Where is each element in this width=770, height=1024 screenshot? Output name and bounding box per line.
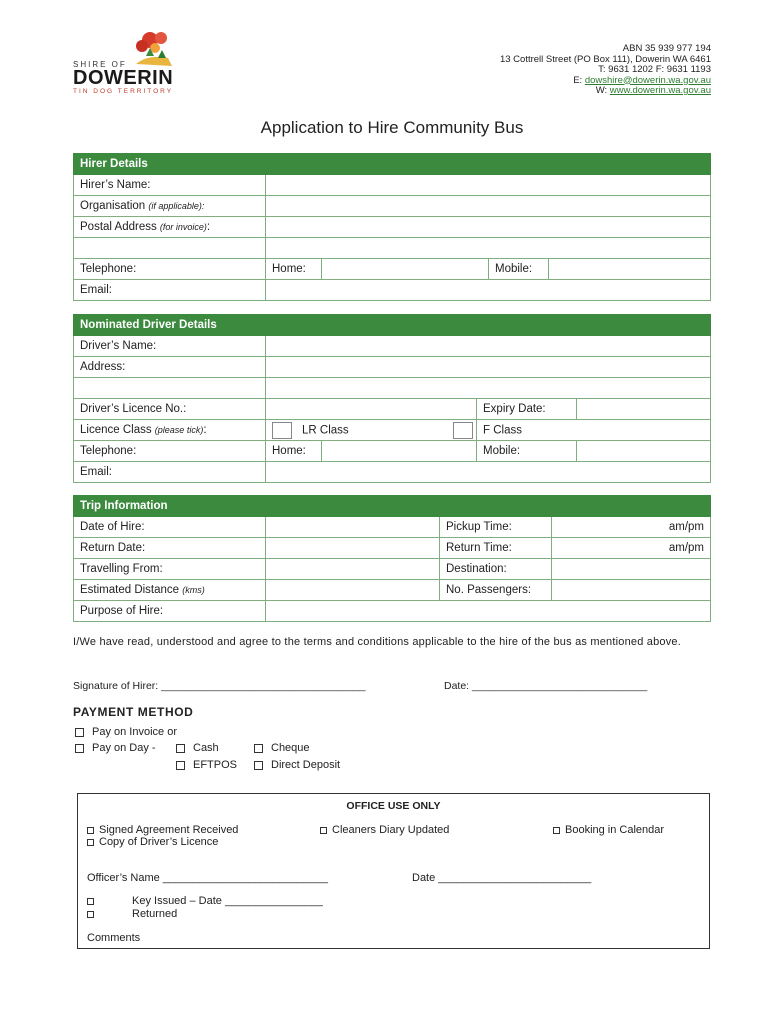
cheque-checkbox[interactable] bbox=[254, 744, 263, 753]
booking-checkbox[interactable] bbox=[553, 827, 560, 834]
pickup-field[interactable]: am/pm bbox=[552, 517, 711, 538]
email-label: E: bbox=[573, 74, 585, 86]
hirer-mobile-field[interactable] bbox=[549, 259, 711, 280]
trip-info-table bbox=[73, 495, 711, 622]
pay-day-checkbox[interactable] bbox=[75, 744, 84, 753]
hirer-name-label: Hirer’s Name: bbox=[74, 175, 266, 196]
return-time-label: Return Time: bbox=[440, 538, 552, 559]
driver-name-label: Driver’s Name: bbox=[74, 336, 266, 357]
org-label-cell bbox=[74, 196, 266, 217]
distance-label-cell bbox=[74, 580, 266, 601]
purpose-field[interactable] bbox=[266, 601, 711, 622]
cash-label: Cash bbox=[193, 742, 219, 754]
pickup-label: Pickup Time: bbox=[440, 517, 552, 538]
returned-checkbox[interactable] bbox=[87, 911, 94, 918]
hirer-heading: Hirer Details bbox=[74, 154, 266, 175]
cleaners-label: Cleaners Diary Updated bbox=[332, 824, 450, 836]
logo-shire-label: SHIRE OF bbox=[73, 60, 127, 69]
distance-label: Estimated Distance bbox=[80, 584, 183, 596]
return-date-field[interactable] bbox=[266, 538, 440, 559]
hirer-email-field[interactable] bbox=[266, 280, 711, 301]
deposit-checkbox[interactable] bbox=[254, 761, 263, 770]
destination-field[interactable] bbox=[552, 559, 711, 580]
licence-class-label: Licence Class bbox=[80, 424, 155, 436]
distance-field[interactable] bbox=[266, 580, 440, 601]
org-note: (if applicable): bbox=[148, 201, 205, 211]
address: 13 Cottrell Street (PO Box 111), Dowerin WA 6461 bbox=[499, 53, 711, 65]
driver-email-field[interactable] bbox=[266, 462, 711, 483]
expiry-field[interactable] bbox=[577, 399, 711, 420]
postal-field-2[interactable] bbox=[266, 238, 711, 259]
agreement-text: I/We have read, understood and agree to the terms and conditions applicable to the hire of the bus as mentioned above. bbox=[73, 636, 682, 648]
date-hire-field[interactable] bbox=[266, 517, 440, 538]
logo-name: DOWERIN bbox=[73, 67, 174, 89]
hirer-details-table bbox=[73, 153, 711, 301]
booking-label: Booking in Calendar bbox=[565, 824, 665, 836]
signed-agreement-item[interactable] bbox=[87, 824, 238, 836]
web-label: W: bbox=[595, 85, 610, 96]
web-line bbox=[500, 86, 711, 97]
email-link[interactable]: dowshire@dowerin.wa.gov.au bbox=[584, 74, 711, 86]
f-class-checkbox[interactable] bbox=[453, 422, 473, 439]
key-issued-item[interactable] bbox=[87, 895, 323, 907]
from-field[interactable] bbox=[266, 559, 440, 580]
booking-item[interactable] bbox=[553, 824, 664, 836]
abn: ABN 35 939 977 194 bbox=[622, 43, 711, 54]
return-time-field[interactable]: am/pm bbox=[552, 538, 711, 559]
signature-date-line[interactable]: Date: ______________________________ bbox=[444, 680, 648, 692]
office-use-box bbox=[77, 793, 710, 949]
postal-label-cell bbox=[74, 217, 266, 238]
driver-email-label: Email: bbox=[74, 462, 266, 483]
purpose-label: Purpose of Hire: bbox=[74, 601, 266, 622]
f-class-label: F Class bbox=[483, 424, 522, 437]
date-hire-label: Date of Hire: bbox=[74, 517, 266, 538]
postal-label: Postal Address bbox=[80, 221, 160, 233]
trip-heading: Trip Information bbox=[74, 496, 266, 517]
org-label: Organisation bbox=[80, 200, 149, 212]
key-checkbox[interactable] bbox=[87, 898, 94, 905]
hirer-telephone-label: Telephone: bbox=[74, 259, 266, 280]
copy-checkbox[interactable] bbox=[87, 839, 94, 846]
destination-label: Destination: bbox=[440, 559, 552, 580]
f-class-cell bbox=[477, 420, 711, 441]
driver-heading: Nominated Driver Details bbox=[74, 315, 266, 336]
cleaners-checkbox[interactable] bbox=[320, 827, 327, 834]
licence-class-note: (please tick) bbox=[154, 425, 204, 435]
web-link[interactable]: www.dowerin.wa.gov.au bbox=[609, 85, 711, 96]
driver-home-field[interactable] bbox=[322, 441, 477, 462]
hirer-name-field[interactable] bbox=[266, 175, 711, 196]
driver-mobile-field[interactable] bbox=[577, 441, 711, 462]
licence-class-colon: : bbox=[203, 424, 207, 436]
comments-label: Comments bbox=[87, 932, 141, 944]
driver-details-table bbox=[73, 314, 711, 483]
lr-class-cell bbox=[266, 420, 477, 441]
pay-invoice-checkbox[interactable] bbox=[75, 728, 84, 737]
hirer-mobile-label: Mobile: bbox=[489, 259, 549, 280]
pay-invoice-label: Pay on Invoice or bbox=[92, 726, 177, 738]
licence-class-label-cell bbox=[74, 420, 266, 441]
copy-label: Copy of Driver’s Licence bbox=[99, 836, 219, 848]
org-field[interactable] bbox=[266, 196, 711, 217]
driver-address-field[interactable] bbox=[266, 357, 711, 378]
driver-telephone-label: Telephone: bbox=[74, 441, 266, 462]
from-label: Travelling From: bbox=[74, 559, 266, 580]
payment-method-title: PAYMENT METHOD bbox=[73, 705, 194, 719]
signed-label: Signed Agreement Received bbox=[99, 824, 239, 836]
cleaners-item[interactable] bbox=[320, 824, 449, 836]
signature-line[interactable]: Signature of Hirer: ___________________________________ bbox=[73, 680, 366, 692]
cheque-option[interactable] bbox=[254, 742, 310, 754]
flower-logo-icon bbox=[128, 28, 176, 68]
hirer-home-label: Home: bbox=[266, 259, 322, 280]
hirer-email-label: Email: bbox=[74, 280, 266, 301]
eftpos-checkbox[interactable] bbox=[176, 761, 185, 770]
eftpos-label: EFTPOS bbox=[193, 759, 238, 771]
driver-address-label: Address: bbox=[74, 357, 266, 378]
pay-invoice-option[interactable] bbox=[75, 726, 177, 738]
return-date-label: Return Date: bbox=[74, 538, 266, 559]
licence-no-field[interactable] bbox=[266, 399, 477, 420]
passengers-field[interactable] bbox=[552, 580, 711, 601]
postal-colon: : bbox=[206, 221, 211, 233]
eftpos-option[interactable] bbox=[176, 759, 237, 771]
cheque-label: Cheque bbox=[271, 742, 310, 754]
driver-home-label: Home: bbox=[266, 441, 322, 462]
driver-address-field-2[interactable] bbox=[266, 378, 711, 399]
deposit-option[interactable] bbox=[254, 759, 340, 771]
page-title: Application to Hire Community Bus bbox=[260, 118, 524, 137]
pay-day-label: Pay on Day - bbox=[92, 742, 156, 754]
contact-block bbox=[500, 44, 711, 97]
expiry-label: Expiry Date: bbox=[477, 399, 577, 420]
postal-note: (for invoice) bbox=[159, 222, 207, 232]
copy-licence-item[interactable] bbox=[87, 836, 218, 848]
licence-no-label: Driver’s Licence No.: bbox=[74, 399, 266, 420]
deposit-label: Direct Deposit bbox=[271, 759, 341, 771]
returned-label: Returned bbox=[132, 908, 178, 920]
lr-class-checkbox[interactable] bbox=[272, 422, 292, 439]
cash-option[interactable] bbox=[176, 742, 219, 754]
driver-mobile-label: Mobile: bbox=[477, 441, 577, 462]
office-title: OFFICE USE ONLY bbox=[346, 800, 441, 812]
logo-tagline: TIN DOG TERRITORY bbox=[73, 88, 174, 95]
distance-note: (kms) bbox=[182, 585, 205, 595]
returned-item[interactable] bbox=[87, 908, 177, 920]
officer-name-line[interactable]: Officer’s Name ___________________________ bbox=[87, 872, 328, 884]
driver-name-field[interactable] bbox=[266, 336, 711, 357]
phones: T: 9631 1202 F: 9631 1193 bbox=[598, 64, 711, 75]
pay-day-option[interactable] bbox=[75, 742, 156, 754]
hirer-home-field[interactable] bbox=[322, 259, 489, 280]
lr-class-label: LR Class bbox=[302, 424, 349, 437]
postal-field[interactable] bbox=[266, 217, 711, 238]
cash-checkbox[interactable] bbox=[176, 744, 185, 753]
passengers-label: No. Passengers: bbox=[440, 580, 552, 601]
office-date-line[interactable]: Date _________________________ bbox=[412, 872, 592, 884]
key-label: Key Issued – Date ________________ bbox=[132, 895, 323, 907]
signed-checkbox[interactable] bbox=[87, 827, 94, 834]
